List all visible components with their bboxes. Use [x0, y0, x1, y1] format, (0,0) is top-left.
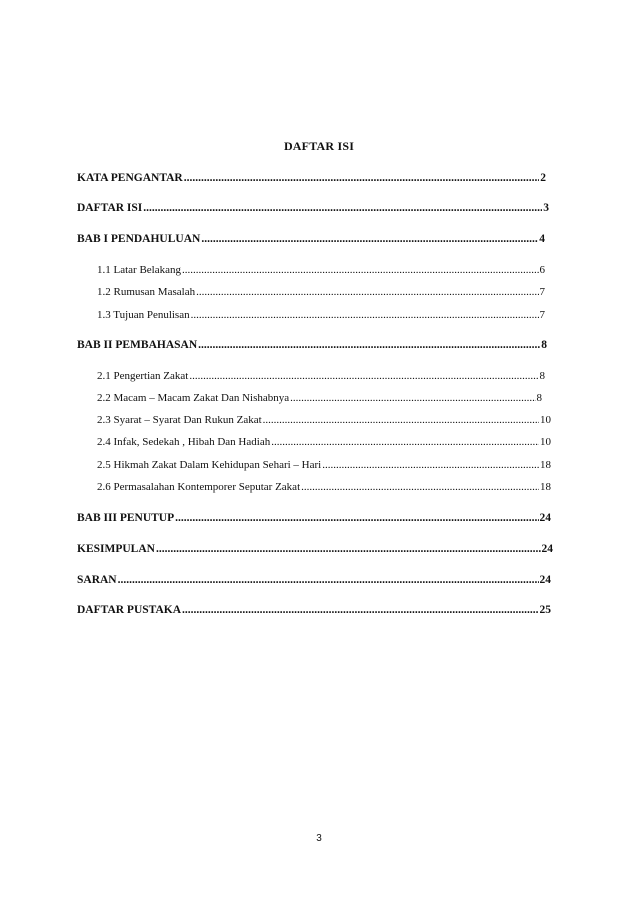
toc-leader-dots	[271, 434, 539, 450]
toc-entry-bab-iii[interactable]	[77, 510, 551, 526]
toc-leader-dots	[290, 390, 535, 406]
toc-entry-label: 1.3 Tujuan Penulisan	[97, 309, 190, 321]
toc-entry-page: 24	[539, 512, 551, 524]
toc-entry-page: 2	[540, 172, 546, 184]
toc-entry-daftar-isi[interactable]	[77, 200, 549, 216]
toc-entry-kata-pengantar[interactable]	[77, 170, 546, 186]
toc-leader-dots	[182, 602, 538, 618]
page-title: DAFTAR ISI	[283, 139, 355, 153]
toc-entry-label: BAB II PEMBAHASAN	[77, 339, 198, 351]
toc-entry-2-4[interactable]	[97, 434, 551, 450]
toc-entry-page: 8	[541, 339, 547, 351]
toc-entry-label: KESIMPULAN	[77, 543, 155, 555]
toc-entry-2-1[interactable]	[97, 368, 545, 384]
toc-leader-dots	[118, 572, 539, 588]
toc-entry-page: 24	[539, 574, 551, 586]
toc-entry-page: 18	[540, 459, 551, 471]
page-number: 3	[316, 833, 322, 844]
toc-leader-dots	[184, 170, 540, 186]
toc-entry-label: 2.2 Macam – Macam Zakat Dan Nishabnya	[97, 392, 290, 404]
toc-leader-dots	[263, 412, 539, 428]
toc-entry-page: 25	[539, 604, 551, 616]
toc-entry-label: SARAN	[77, 574, 117, 586]
toc-entry-label: BAB I PENDAHULUAN	[77, 233, 201, 245]
toc-entry-saran[interactable]	[77, 572, 551, 588]
toc-entry-page: 18	[540, 481, 551, 493]
toc-entry-bab-ii[interactable]	[77, 337, 547, 353]
toc-leader-dots	[182, 262, 539, 278]
toc-entry-1-3[interactable]	[97, 307, 545, 323]
toc-entry-label: 2.4 Infak, Sedekah , Hibah Dan Hadiah	[97, 436, 271, 448]
toc-entry-label: DAFTAR ISI	[77, 202, 143, 214]
toc-leader-dots	[201, 231, 538, 247]
toc-entry-label: 2.5 Hikmah Zakat Dalam Kehidupan Sehari – Hari	[97, 459, 322, 471]
toc-entry-label: 2.6 Permasalahan Kontemporer Seputar Zakat	[97, 481, 301, 493]
toc-leader-dots	[301, 479, 539, 495]
toc-entry-label: 2.3 Syarat – Syarat Dan Rukun Zakat	[97, 414, 262, 426]
toc-entry-bab-i[interactable]	[77, 231, 545, 247]
toc-entry-page: 8	[536, 392, 542, 404]
toc-entry-2-5[interactable]	[97, 457, 551, 473]
toc-leader-dots	[196, 284, 538, 300]
toc-entry-2-6[interactable]	[97, 479, 551, 495]
toc-entry-page: 24	[541, 543, 553, 555]
toc-entry-label: BAB III PENUTUP	[77, 512, 175, 524]
toc-leader-dots	[191, 307, 539, 323]
toc-leader-dots	[198, 337, 540, 353]
toc-entry-1-1[interactable]	[97, 262, 545, 278]
toc-entry-label: 1.2 Rumusan Masalah	[97, 286, 196, 298]
toc-leader-dots	[322, 457, 539, 473]
toc-entry-label: KATA PENGANTAR	[77, 172, 183, 184]
toc-entry-page: 8	[539, 370, 545, 382]
toc-entry-page: 3	[543, 202, 549, 214]
toc-leader-dots	[156, 541, 541, 557]
toc-leader-dots	[189, 368, 538, 384]
toc-entry-page: 7	[539, 309, 545, 321]
toc-entry-daftar-pustaka[interactable]	[77, 602, 551, 618]
toc-entry-kesimpulan[interactable]	[77, 541, 553, 557]
toc-entry-label: 1.1 Latar Belakang	[97, 264, 181, 276]
toc-entry-2-3[interactable]	[97, 412, 551, 428]
toc-entry-1-2[interactable]	[97, 284, 545, 300]
toc-leader-dots	[175, 510, 538, 526]
toc-leader-dots	[143, 200, 542, 216]
toc-entry-2-2[interactable]	[97, 390, 542, 406]
toc-entry-page: 6	[539, 264, 545, 276]
toc-entry-label: DAFTAR PUSTAKA	[77, 604, 182, 616]
toc-entry-page: 10	[540, 436, 551, 448]
toc-entry-label: 2.1 Pengertian Zakat	[97, 370, 189, 382]
toc-entry-page: 4	[539, 233, 545, 245]
toc-entry-page: 10	[540, 414, 551, 426]
toc-entry-page: 7	[539, 286, 545, 298]
